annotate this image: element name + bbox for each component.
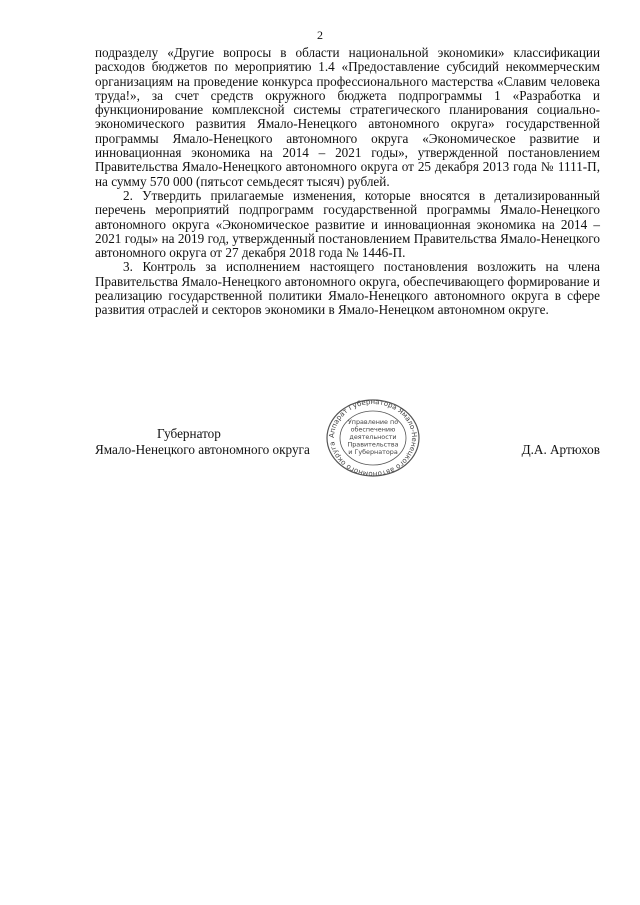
official-seal-stamp bbox=[325, 398, 421, 478]
seal-center-line-1: Управление по bbox=[347, 418, 399, 426]
paragraph-2: 2. Утвердить прилагаемые изменения, которые вносятся в детализированный перечень мероприятий подпрограмм государственной программы Ямало-Ненецкого автономного округа «Экономическое развитие и инновационная экономика на 2014 – 2021 годы» на 2019 год, утвержденный постановлением Правительства Ямало-Ненецкого автономного округа от 27 декабря 2018 года № 1446-П. bbox=[95, 187, 600, 261]
seal-center-line-3: деятельности bbox=[349, 433, 397, 441]
paragraph-3: 3. Контроль за исполнением настоящего постановления возложить на члена Правительства Ямало-Ненецкого автономного округа, обеспечивающего формирование и реализацию государственной политики Ямало-Ненецкого автономного округа в сфере развития отраслей и секторов экономики в Ямало-Ненецком автономном округе. bbox=[95, 259, 600, 318]
seal-center-line-2: обеспечению bbox=[350, 425, 396, 434]
document-body bbox=[95, 46, 600, 318]
signatory-position-line2: Ямало-Ненецкого автономного округа bbox=[95, 442, 310, 457]
paragraph-1-continuation: подразделу «Другие вопросы в области национальной экономики» классификации расходов бюджетов по мероприятию 1.4 «Предоставление субсидий некоммерческим организациям на проведение конкурса профессионального мастерства «Славим человека труда!», за счет средств окружного бюджета подпрограммы 1 «Разработка и функционирование комплексной системы стратегического планирования социально-экономического развития Ямало-Ненецкого автономного округа» государственной программы Ямало-Ненецкого автономного округа «Экономическое развитие и инновационная экономика на 2014 – 2021 годы», утвержденной постановлением Правительства Ямало-Ненецкого автономного округа от 25 декабря 2013 года № 1111-П, на сумму 570 000 (пятьсот семьдесят тысяч) рублей. bbox=[95, 45, 600, 189]
seal-ring-text: Аппарат Губернатора Ямало-Ненецкого автономного округа bbox=[327, 398, 419, 478]
seal-center-line-4: Правительства bbox=[347, 440, 399, 449]
page-number: 2 bbox=[317, 28, 323, 42]
seal-center-line-5: и Губернатора bbox=[348, 448, 398, 456]
signatory-position-line1: Губернатор bbox=[157, 426, 221, 441]
signatory-name: Д.А. Артюхов bbox=[521, 442, 600, 457]
